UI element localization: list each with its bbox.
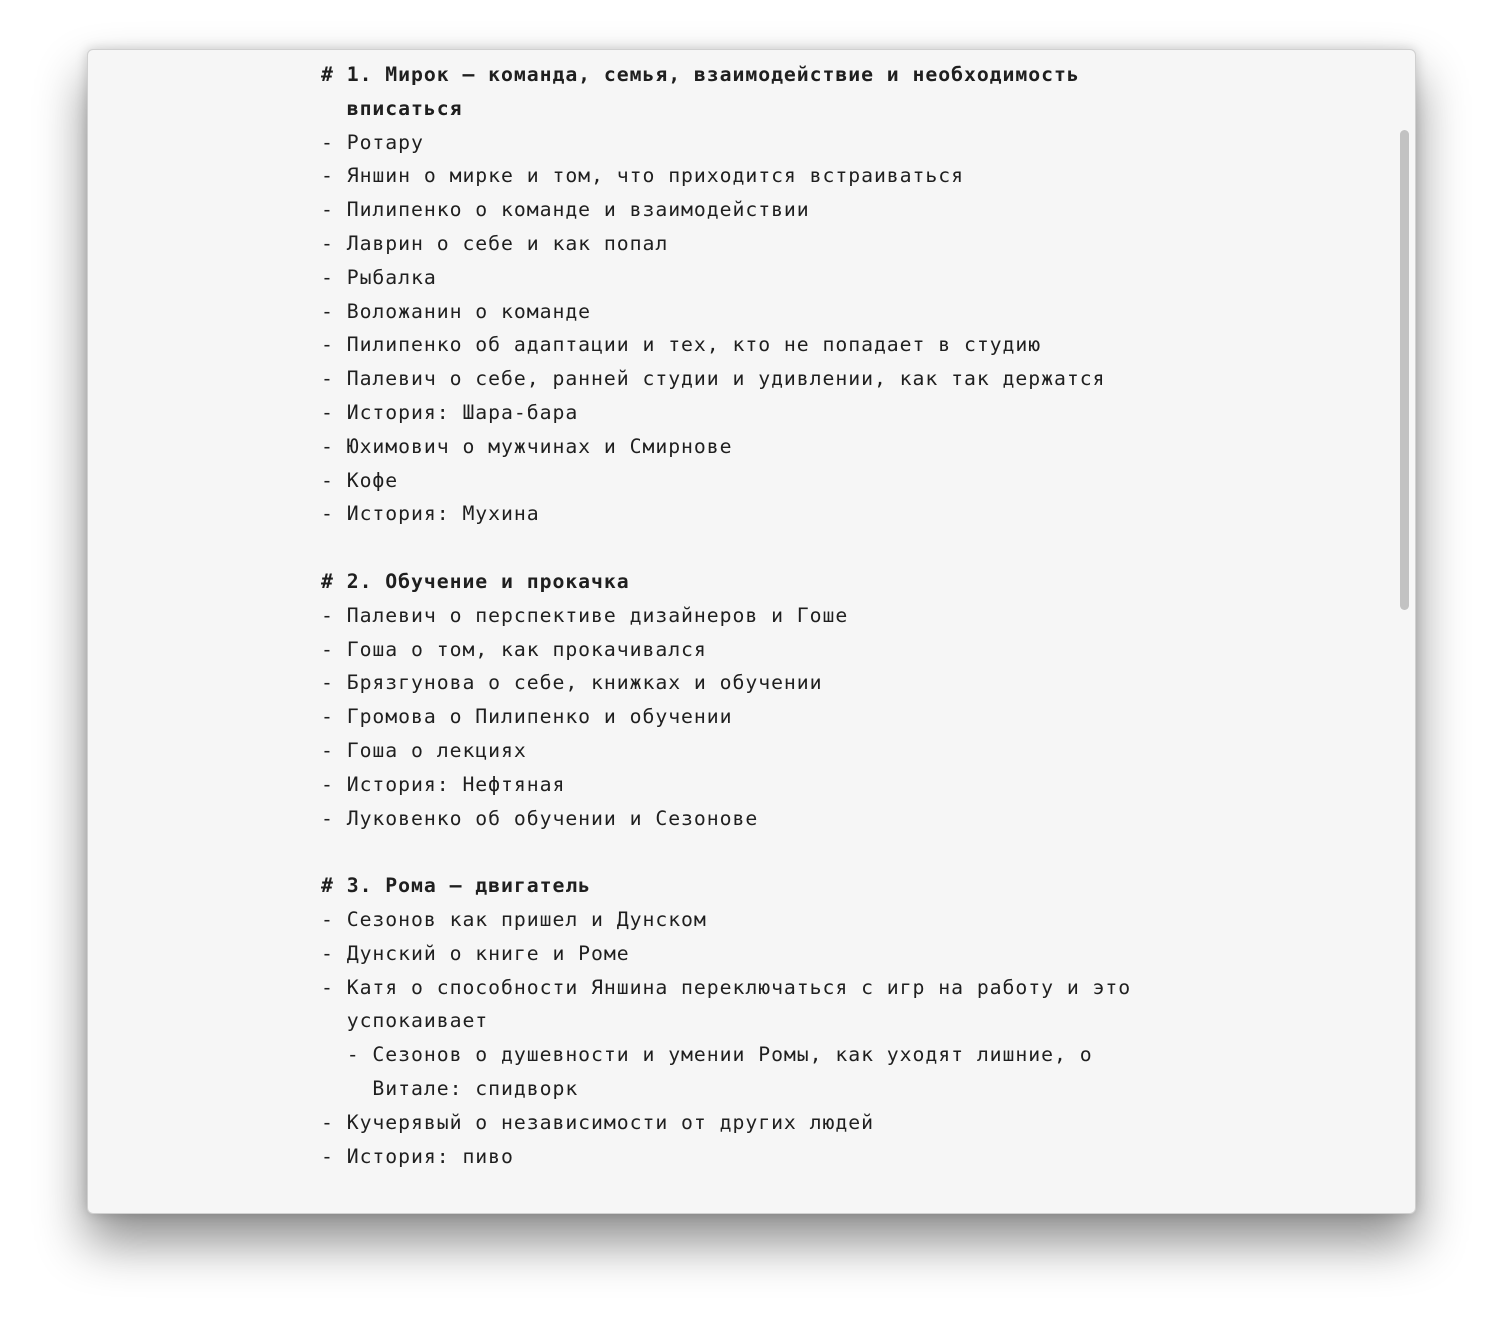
vertical-scrollbar[interactable] [1397,50,1411,1213]
list-item-line[interactable]: - Воложанин о команде [321,299,592,323]
list-item-line[interactable]: - Рыбалка [321,265,437,289]
list-item-line[interactable]: - Юхимович о мужчинах и Смирнове [321,434,733,458]
list-item-line[interactable]: - Палевич о себе, ранней студии и удивлении, как так держатся [321,367,1106,391]
heading-line[interactable]: вписаться [321,96,463,120]
list-item-line[interactable]: - Гоша о том, как прокачивался [321,637,707,661]
list-item-line[interactable]: - Сезонов как пришел и Дунском [321,907,707,931]
list-item-line[interactable]: - Гоша о лекциях [321,738,527,762]
list-item-line[interactable]: - Брязгунова о себе, книжках и обучении [321,671,823,695]
list-item-line[interactable]: - Ротару [321,130,424,154]
list-item-line[interactable]: - Пилипенко о команде и взаимодействии [321,198,810,222]
list-item-line[interactable]: - Лаврин о себе и как попал [321,231,669,255]
list-item-line[interactable]: - История: Шара-бара [321,400,579,424]
text-editor-area[interactable] [321,58,1171,1173]
blank-line[interactable] [321,531,1171,565]
heading-line[interactable]: # 2. Обучение и прокачка [321,569,630,593]
list-item-line[interactable]: - Кучерявый о независимости от других людей [321,1110,874,1134]
list-item-line[interactable]: Витале: спидворк [321,1076,579,1100]
list-item-line[interactable]: - Громова о Пилипенко и обучении [321,705,733,729]
list-item-line[interactable]: - Катя о способности Яншина переключаться с игр на работу и это [321,975,1132,999]
list-item-line[interactable]: - Палевич о перспективе дизайнеров и Гоше [321,603,849,627]
heading-line[interactable]: # 1. Мирок — команда, семья, взаимодействие и необходимость [321,63,1080,86]
list-item-line[interactable]: - История: Мухина [321,502,540,526]
list-item-line[interactable]: успокаивает [321,1009,489,1033]
list-item-line[interactable]: - История: пиво [321,1144,514,1168]
list-item-line[interactable]: - Яншин о мирке и том, что приходится встраиваться [321,164,964,188]
editor-window [87,49,1416,1214]
list-item-line[interactable]: - Дунский о книге и Роме [321,941,630,965]
list-item-line[interactable]: - Кофе [321,468,399,492]
scrollbar-thumb[interactable] [1400,130,1409,610]
list-item-line[interactable]: - История: Нефтяная [321,772,566,796]
list-item-line[interactable]: - Пилипенко об адаптации и тех, кто не попадает в студию [321,333,1042,357]
list-item-line[interactable]: - Луковенко об обучении и Сезонове [321,806,759,830]
list-item-line[interactable]: - Сезонов о душевности и умении Ромы, как уходят лишние, о [321,1043,1093,1067]
blank-line[interactable] [321,835,1171,869]
heading-line[interactable]: # 3. Рома — двигатель [321,874,592,898]
